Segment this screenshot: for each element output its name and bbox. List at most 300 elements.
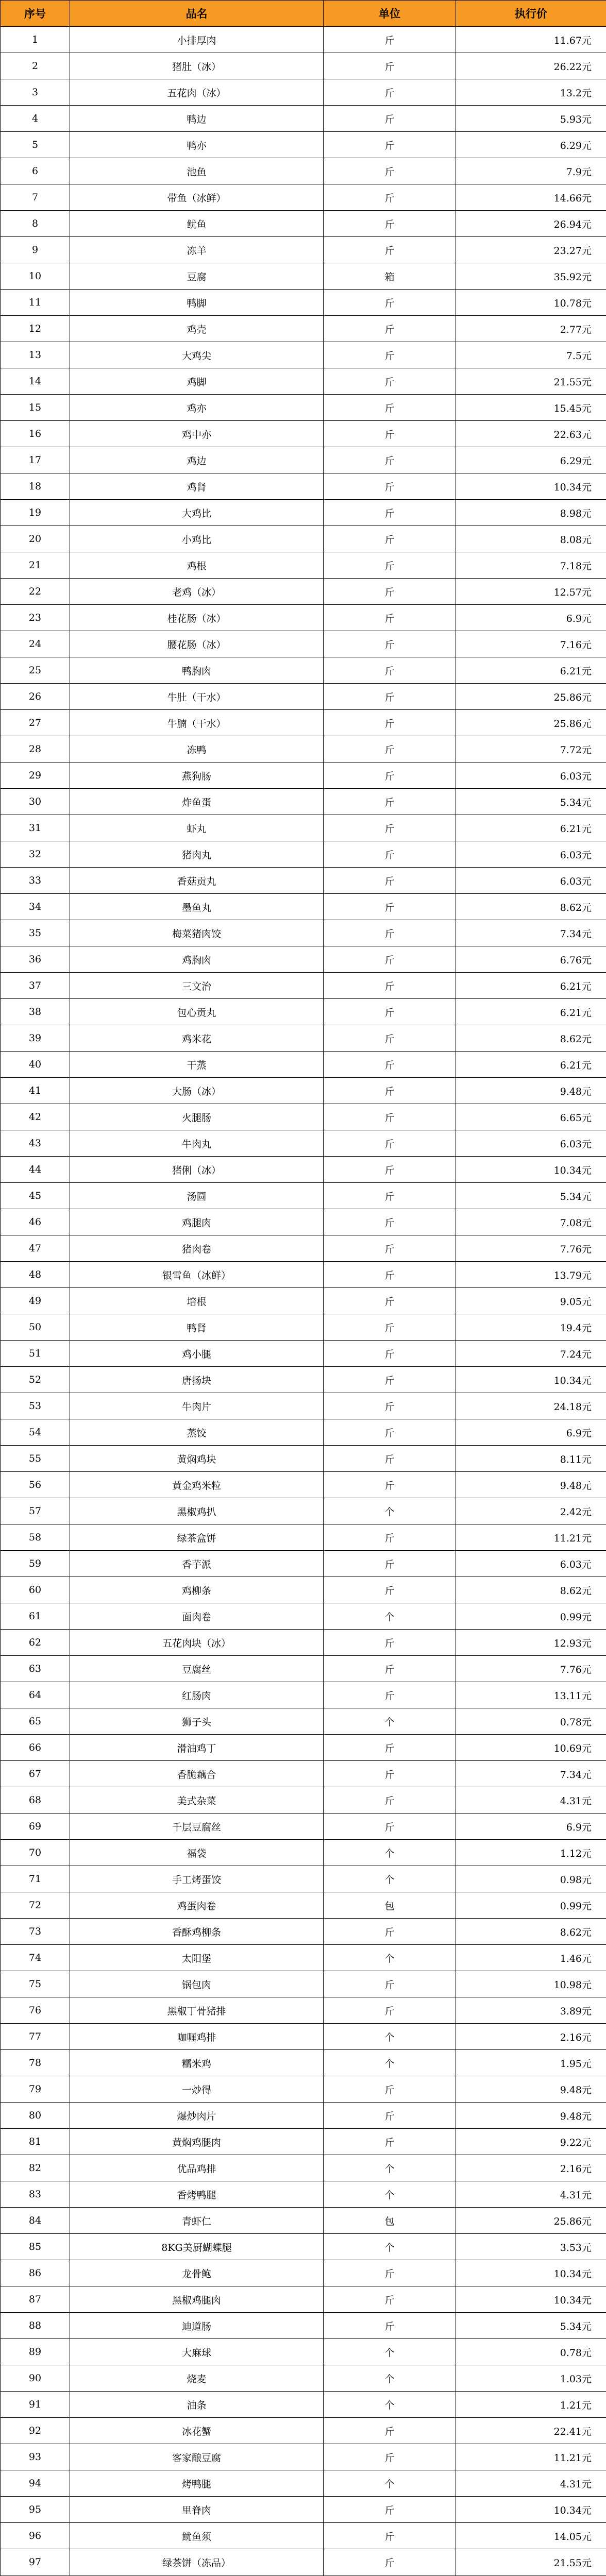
- table-row: [1, 1367, 606, 1393]
- header-unit: 单位: [324, 1, 456, 27]
- price-cell: 6.76元: [456, 946, 606, 973]
- header-price: 执行价: [456, 1, 606, 27]
- price-cell: 11.67元: [456, 27, 606, 53]
- row-number-cell: 86: [1, 2260, 70, 2286]
- table-row: [1, 1157, 606, 1183]
- product-name-cell: 鸭边: [70, 106, 324, 132]
- table-row: [1, 1682, 606, 1708]
- product-name-cell: 鸡小腿: [70, 1341, 324, 1367]
- row-number-cell: 60: [1, 1577, 70, 1603]
- unit-cell: 斤: [324, 2129, 456, 2155]
- unit-cell: 斤: [324, 1157, 456, 1183]
- price-cell: 6.21元: [456, 657, 606, 684]
- table-row: [1, 1025, 606, 1052]
- product-name-cell: 香烤鸭腿: [70, 2181, 324, 2208]
- row-number-cell: 33: [1, 868, 70, 894]
- table-row: [1, 1840, 606, 1866]
- unit-cell: 斤: [324, 1078, 456, 1104]
- row-number-cell: 5: [1, 132, 70, 158]
- table-row: [1, 1787, 606, 1814]
- table-row: [1, 132, 606, 158]
- row-number-cell: 10: [1, 263, 70, 290]
- table-row: [1, 1708, 606, 1735]
- unit-cell: 斤: [324, 473, 456, 500]
- unit-cell: 斤: [324, 789, 456, 815]
- product-name-cell: 腰花肠（冰）: [70, 631, 324, 657]
- row-number-cell: 40: [1, 1052, 70, 1078]
- row-number-cell: 76: [1, 1997, 70, 2024]
- price-cell: 0.99元: [456, 1892, 606, 1919]
- product-name-cell: 牛肚（干水）: [70, 684, 324, 710]
- price-cell: 25.86元: [456, 710, 606, 736]
- row-number-cell: 77: [1, 2024, 70, 2050]
- table-row: [1, 684, 606, 710]
- price-cell: 7.76元: [456, 1656, 606, 1682]
- row-number-cell: 67: [1, 1761, 70, 1787]
- product-name-cell: 千层豆腐丝: [70, 1814, 324, 1840]
- table-row: [1, 2155, 606, 2181]
- table-row: [1, 2470, 606, 2497]
- table-row: [1, 1446, 606, 1472]
- row-number-cell: 41: [1, 1078, 70, 1104]
- row-number-cell: 48: [1, 1262, 70, 1288]
- row-number-cell: 94: [1, 2470, 70, 2497]
- row-number-cell: 73: [1, 1919, 70, 1945]
- row-number-cell: 23: [1, 605, 70, 631]
- unit-cell: 斤: [324, 1183, 456, 1209]
- product-name-cell: 黄金鸡米粒: [70, 1472, 324, 1498]
- price-cell: 7.5元: [456, 342, 606, 368]
- unit-cell: 包: [324, 2208, 456, 2234]
- unit-cell: 斤: [324, 342, 456, 368]
- price-cell: 7.08元: [456, 1209, 606, 1235]
- product-name-cell: 龙骨鲍: [70, 2260, 324, 2286]
- unit-cell: 斤: [324, 526, 456, 552]
- product-name-cell: 黑椒丁骨猪排: [70, 1997, 324, 2024]
- product-name-cell: 梅菜猪肉饺: [70, 920, 324, 946]
- unit-cell: 个: [324, 2234, 456, 2260]
- product-name-cell: 小鸡比: [70, 526, 324, 552]
- row-number-cell: 7: [1, 184, 70, 211]
- price-cell: 10.34元: [456, 2260, 606, 2286]
- table-row: [1, 2523, 606, 2549]
- product-name-cell: 小排厚肉: [70, 27, 324, 53]
- table-row: [1, 368, 606, 395]
- product-name-cell: 鸡柳条: [70, 1577, 324, 1603]
- unit-cell: 斤: [324, 868, 456, 894]
- table-row: [1, 1472, 606, 1498]
- product-name-cell: 大鸡尖: [70, 342, 324, 368]
- price-cell: 6.21元: [456, 815, 606, 841]
- product-name-cell: 冻鸭: [70, 736, 324, 762]
- price-cell: 6.65元: [456, 1104, 606, 1130]
- unit-cell: 斤: [324, 53, 456, 79]
- price-cell: 7.18元: [456, 552, 606, 579]
- price-cell: 4.31元: [456, 1787, 606, 1814]
- row-number-cell: 66: [1, 1735, 70, 1761]
- row-number-cell: 74: [1, 1945, 70, 1971]
- unit-cell: 个: [324, 2050, 456, 2076]
- price-cell: 0.98元: [456, 1866, 606, 1892]
- product-name-cell: 豆腐: [70, 263, 324, 290]
- table-row: [1, 1288, 606, 1314]
- product-name-cell: 猪肚（冰）: [70, 53, 324, 79]
- price-cell: 21.55元: [456, 2549, 606, 2575]
- unit-cell: 斤: [324, 1446, 456, 1472]
- table-row: [1, 1130, 606, 1157]
- price-cell: 35.92元: [456, 263, 606, 290]
- price-cell: 5.34元: [456, 789, 606, 815]
- row-number-cell: 46: [1, 1209, 70, 1235]
- row-number-cell: 75: [1, 1971, 70, 1997]
- unit-cell: 个: [324, 1708, 456, 1735]
- product-name-cell: 烧麦: [70, 2365, 324, 2392]
- price-cell: 10.69元: [456, 1735, 606, 1761]
- product-name-cell: 鸡胸肉: [70, 946, 324, 973]
- product-name-cell: 油条: [70, 2392, 324, 2418]
- row-number-cell: 63: [1, 1656, 70, 1682]
- price-cell: 10.78元: [456, 290, 606, 316]
- table-row: [1, 815, 606, 841]
- row-number-cell: 43: [1, 1130, 70, 1157]
- table-row: [1, 316, 606, 342]
- table-row: [1, 2103, 606, 2129]
- table-row: [1, 1498, 606, 1524]
- unit-cell: 斤: [324, 631, 456, 657]
- table-row: [1, 2392, 606, 2418]
- price-cell: 6.21元: [456, 999, 606, 1025]
- unit-cell: 斤: [324, 1814, 456, 1840]
- table-row: [1, 1262, 606, 1288]
- unit-cell: 斤: [324, 1367, 456, 1393]
- row-number-cell: 34: [1, 894, 70, 920]
- table-row: [1, 2260, 606, 2286]
- row-number-cell: 96: [1, 2523, 70, 2549]
- unit-cell: 斤: [324, 552, 456, 579]
- table-row: [1, 1078, 606, 1104]
- table-row: [1, 1971, 606, 1997]
- table-row: [1, 211, 606, 237]
- price-cell: 2.16元: [456, 2024, 606, 2050]
- unit-cell: 斤: [324, 79, 456, 106]
- price-cell: 10.98元: [456, 1971, 606, 1997]
- price-cell: 9.48元: [456, 1078, 606, 1104]
- product-name-cell: 猪肉卷: [70, 1235, 324, 1262]
- row-number-cell: 19: [1, 500, 70, 526]
- price-cell: 2.16元: [456, 2155, 606, 2181]
- product-name-cell: 烤鸭腿: [70, 2470, 324, 2497]
- table-row: [1, 999, 606, 1025]
- price-cell: 3.89元: [456, 1997, 606, 2024]
- row-number-cell: 12: [1, 316, 70, 342]
- table-row: [1, 237, 606, 263]
- product-name-cell: 红肠肉: [70, 1682, 324, 1708]
- table-row: [1, 894, 606, 920]
- table-row: [1, 2050, 606, 2076]
- price-cell: 14.05元: [456, 2523, 606, 2549]
- price-cell: 26.22元: [456, 53, 606, 79]
- row-number-cell: 79: [1, 2076, 70, 2103]
- price-cell: 23.27元: [456, 237, 606, 263]
- row-number-cell: 49: [1, 1288, 70, 1314]
- price-cell: 24.18元: [456, 1393, 606, 1419]
- row-number-cell: 64: [1, 1682, 70, 1708]
- price-cell: 6.03元: [456, 868, 606, 894]
- product-name-cell: 糯米鸡: [70, 2050, 324, 2076]
- row-number-cell: 95: [1, 2497, 70, 2523]
- table-row: [1, 605, 606, 631]
- price-cell: 11.21元: [456, 1524, 606, 1551]
- product-name-cell: 唐扬块: [70, 1367, 324, 1393]
- table-row: [1, 657, 606, 684]
- product-name-cell: 牛肉片: [70, 1393, 324, 1419]
- header-product-name: 品名: [70, 1, 324, 27]
- product-name-cell: 鸡边: [70, 447, 324, 473]
- row-number-cell: 39: [1, 1025, 70, 1052]
- unit-cell: 个: [324, 2181, 456, 2208]
- price-cell: 1.95元: [456, 2050, 606, 2076]
- row-number-cell: 38: [1, 999, 70, 1025]
- table-row: [1, 552, 606, 579]
- unit-cell: 斤: [324, 421, 456, 447]
- table-row: [1, 920, 606, 946]
- product-name-cell: 桂花肠（冰）: [70, 605, 324, 631]
- row-number-cell: 61: [1, 1603, 70, 1630]
- unit-cell: 个: [324, 2155, 456, 2181]
- row-number-cell: 21: [1, 552, 70, 579]
- table-row: [1, 1314, 606, 1341]
- row-number-cell: 31: [1, 815, 70, 841]
- price-cell: 1.12元: [456, 1840, 606, 1866]
- row-number-cell: 25: [1, 657, 70, 684]
- unit-cell: 斤: [324, 2523, 456, 2549]
- product-name-cell: 面肉卷: [70, 1603, 324, 1630]
- table-row: [1, 973, 606, 999]
- row-number-cell: 72: [1, 1892, 70, 1919]
- product-name-cell: 池鱼: [70, 158, 324, 184]
- price-cell: 6.29元: [456, 447, 606, 473]
- product-name-cell: 咖喱鸡排: [70, 2024, 324, 2050]
- price-cell: 22.63元: [456, 421, 606, 447]
- table-row: [1, 1341, 606, 1367]
- unit-cell: 个: [324, 2339, 456, 2365]
- row-number-cell: 82: [1, 2155, 70, 2181]
- price-cell: 7.72元: [456, 736, 606, 762]
- price-cell: 1.46元: [456, 1945, 606, 1971]
- unit-cell: 斤: [324, 815, 456, 841]
- row-number-cell: 88: [1, 2313, 70, 2339]
- price-cell: 14.66元: [456, 184, 606, 211]
- table-row: [1, 1524, 606, 1551]
- product-name-cell: 干蒸: [70, 1052, 324, 1078]
- price-cell: 8.62元: [456, 1577, 606, 1603]
- unit-cell: 斤: [324, 316, 456, 342]
- product-name-cell: 香脆藕合: [70, 1761, 324, 1787]
- row-number-cell: 55: [1, 1446, 70, 1472]
- unit-cell: 斤: [324, 1052, 456, 1078]
- unit-cell: 斤: [324, 1419, 456, 1446]
- unit-cell: 斤: [324, 1787, 456, 1814]
- unit-cell: 斤: [324, 736, 456, 762]
- row-number-cell: 15: [1, 395, 70, 421]
- price-cell: 10.34元: [456, 2286, 606, 2313]
- table-row: [1, 1052, 606, 1078]
- unit-cell: 斤: [324, 762, 456, 789]
- row-number-cell: 26: [1, 684, 70, 710]
- price-cell: 19.4元: [456, 1314, 606, 1341]
- row-number-cell: 90: [1, 2365, 70, 2392]
- product-name-cell: 老鸡（冰）: [70, 579, 324, 605]
- table-row: [1, 2497, 606, 2523]
- table-row: [1, 526, 606, 552]
- price-cell: 13.79元: [456, 1262, 606, 1288]
- table-row: [1, 1104, 606, 1130]
- table-row: [1, 106, 606, 132]
- price-cell: 8.62元: [456, 894, 606, 920]
- table-row: [1, 789, 606, 815]
- product-name-cell: 五花肉块（冰）: [70, 1630, 324, 1656]
- unit-cell: 斤: [324, 710, 456, 736]
- unit-cell: 斤: [324, 894, 456, 920]
- unit-cell: 斤: [324, 605, 456, 631]
- table-row: [1, 868, 606, 894]
- price-cell: 2.77元: [456, 316, 606, 342]
- row-number-cell: 17: [1, 447, 70, 473]
- product-name-cell: 大麻球: [70, 2339, 324, 2365]
- product-name-cell: 大肠（冰）: [70, 1078, 324, 1104]
- product-name-cell: 五花肉（冰）: [70, 79, 324, 106]
- row-number-cell: 83: [1, 2181, 70, 2208]
- row-number-cell: 28: [1, 736, 70, 762]
- unit-cell: 斤: [324, 1997, 456, 2024]
- unit-cell: 斤: [324, 500, 456, 526]
- unit-cell: 斤: [324, 973, 456, 999]
- price-cell: 12.93元: [456, 1630, 606, 1656]
- price-cell: 7.9元: [456, 158, 606, 184]
- unit-cell: 斤: [324, 657, 456, 684]
- price-cell: 5.34元: [456, 1183, 606, 1209]
- row-number-cell: 56: [1, 1472, 70, 1498]
- table-row: [1, 263, 606, 290]
- product-name-cell: 鸡中亦: [70, 421, 324, 447]
- unit-cell: 斤: [324, 684, 456, 710]
- unit-cell: 斤: [324, 368, 456, 395]
- product-name-cell: 鸡腿肉: [70, 1209, 324, 1235]
- price-cell: 9.05元: [456, 1288, 606, 1314]
- table-row: [1, 2339, 606, 2365]
- header-number: 序号: [1, 1, 70, 27]
- row-number-cell: 18: [1, 473, 70, 500]
- table-row: [1, 2549, 606, 2575]
- price-cell: 9.48元: [456, 2103, 606, 2129]
- product-name-cell: 迪道肠: [70, 2313, 324, 2339]
- price-cell: 7.16元: [456, 631, 606, 657]
- product-name-cell: 福袋: [70, 1840, 324, 1866]
- price-cell: 6.03元: [456, 1130, 606, 1157]
- unit-cell: 个: [324, 1498, 456, 1524]
- unit-cell: 包: [324, 1892, 456, 1919]
- table-row: [1, 2129, 606, 2155]
- price-cell: 3.53元: [456, 2234, 606, 2260]
- row-number-cell: 89: [1, 2339, 70, 2365]
- product-name-cell: 锅包肉: [70, 1971, 324, 1997]
- table-row: [1, 1866, 606, 1892]
- row-number-cell: 62: [1, 1630, 70, 1656]
- product-name-cell: 鸭肾: [70, 1314, 324, 1341]
- row-number-cell: 2: [1, 53, 70, 79]
- product-name-cell: 手工烤蛋饺: [70, 1866, 324, 1892]
- product-name-cell: 鸡蛋肉卷: [70, 1892, 324, 1919]
- row-number-cell: 20: [1, 526, 70, 552]
- table-row: [1, 1735, 606, 1761]
- row-number-cell: 11: [1, 290, 70, 316]
- unit-cell: 斤: [324, 158, 456, 184]
- table-row: [1, 1814, 606, 1840]
- table-row: [1, 2181, 606, 2208]
- table-row: [1, 1656, 606, 1682]
- table-row: [1, 2024, 606, 2050]
- price-cell: 7.24元: [456, 1341, 606, 1367]
- product-name-cell: 青虾仁: [70, 2208, 324, 2234]
- table-row: [1, 447, 606, 473]
- table-row: [1, 53, 606, 79]
- table-row: [1, 500, 606, 526]
- unit-cell: 斤: [324, 1682, 456, 1708]
- row-number-cell: 27: [1, 710, 70, 736]
- unit-cell: 斤: [324, 1262, 456, 1288]
- price-cell: 6.9元: [456, 605, 606, 631]
- product-name-cell: 猪肉丸: [70, 841, 324, 868]
- price-cell: 2.42元: [456, 1498, 606, 1524]
- row-number-cell: 71: [1, 1866, 70, 1892]
- row-number-cell: 45: [1, 1183, 70, 1209]
- unit-cell: 斤: [324, 841, 456, 868]
- price-cell: 9.48元: [456, 2076, 606, 2103]
- unit-cell: 斤: [324, 999, 456, 1025]
- price-cell: 8.98元: [456, 500, 606, 526]
- unit-cell: 斤: [324, 184, 456, 211]
- row-number-cell: 58: [1, 1524, 70, 1551]
- row-number-cell: 6: [1, 158, 70, 184]
- row-number-cell: 3: [1, 79, 70, 106]
- unit-cell: 斤: [324, 2418, 456, 2444]
- unit-cell: 斤: [324, 1524, 456, 1551]
- product-name-cell: 火腿肠: [70, 1104, 324, 1130]
- table-row: [1, 1997, 606, 2024]
- unit-cell: 斤: [324, 106, 456, 132]
- table-header-row: [1, 1, 606, 27]
- table-row: [1, 1209, 606, 1235]
- unit-cell: 斤: [324, 1761, 456, 1787]
- table-row: [1, 1419, 606, 1446]
- row-number-cell: 35: [1, 920, 70, 946]
- price-cell: 8.62元: [456, 1025, 606, 1052]
- table-row: [1, 2208, 606, 2234]
- price-cell: 7.34元: [456, 1761, 606, 1787]
- table-row: [1, 2313, 606, 2339]
- price-cell: 25.86元: [456, 2208, 606, 2234]
- table-row: [1, 473, 606, 500]
- table-row: [1, 2365, 606, 2392]
- product-name-cell: 狮子头: [70, 1708, 324, 1735]
- table-row: [1, 631, 606, 657]
- row-number-cell: 97: [1, 2549, 70, 2575]
- row-number-cell: 16: [1, 421, 70, 447]
- unit-cell: 斤: [324, 1104, 456, 1130]
- row-number-cell: 42: [1, 1104, 70, 1130]
- row-number-cell: 68: [1, 1787, 70, 1814]
- product-name-cell: 黑椒鸡扒: [70, 1498, 324, 1524]
